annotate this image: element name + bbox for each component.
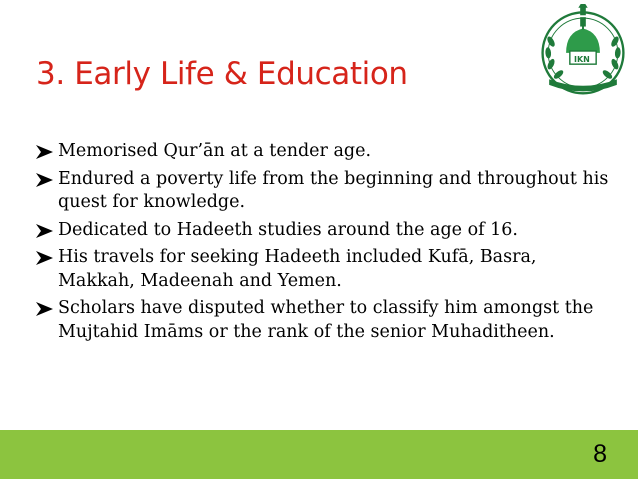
arrow-bullet-icon <box>36 251 53 265</box>
arrow-bullet-icon <box>36 302 53 316</box>
bullet-text: Endured a poverty life from the beginning and throughout his quest for knowledge. <box>58 168 609 212</box>
footer-bar <box>0 430 638 479</box>
bullet-item <box>36 297 610 344</box>
bullet-list <box>36 140 610 348</box>
bullet-item <box>36 219 610 243</box>
bullet-text: Scholars have disputed whether to classify him amongst the Mujtahid Imāms or the rank of the senior Muhaditheen. <box>58 298 594 342</box>
bullet-text: Dedicated to Hadeeth studies around the age of 16. <box>58 219 518 240</box>
page-number: 8 <box>593 440 607 468</box>
slide-title: 3. Early Life & Education <box>36 56 408 92</box>
bullet-item <box>36 140 610 164</box>
bullet-item <box>36 168 610 215</box>
arrow-bullet-icon <box>36 173 53 187</box>
logo-seal-icon <box>536 4 630 98</box>
bullet-text: His travels for seeking Hadeeth included Kufā, Basra, Makkah, Madeenah and Yemen. <box>58 247 537 291</box>
bullet-text: Memorised Qur’ān at a tender age. <box>58 141 372 161</box>
logo-badge-text: IKN <box>574 55 590 64</box>
arrow-bullet-icon <box>36 145 53 159</box>
arrow-bullet-icon <box>36 224 53 238</box>
bullet-item <box>36 246 610 293</box>
